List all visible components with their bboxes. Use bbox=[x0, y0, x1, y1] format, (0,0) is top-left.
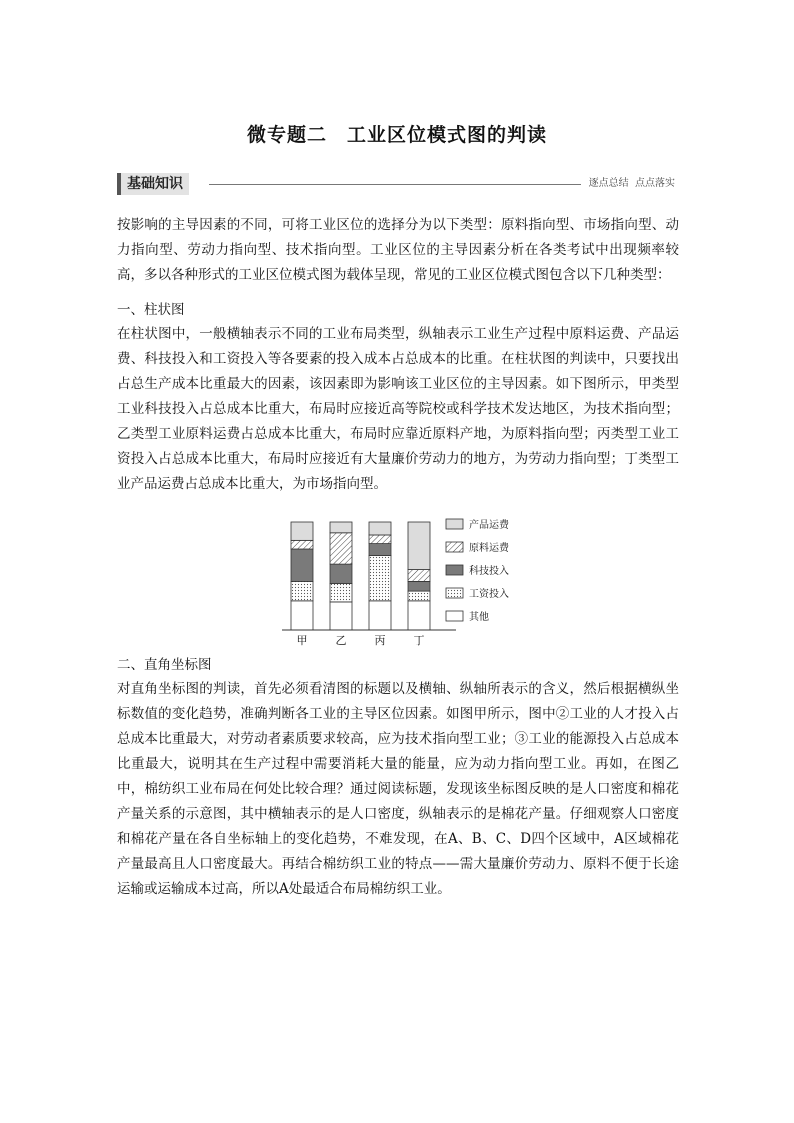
bar-segment-3-2 bbox=[408, 581, 430, 591]
bar-segment-3-0 bbox=[408, 601, 430, 630]
bar-segment-1-3 bbox=[330, 533, 352, 564]
legend-label: 原料运费 bbox=[469, 543, 509, 554]
heading-coordinate-chart: 二、直角坐标图 bbox=[117, 657, 212, 673]
bar-segment-0-1 bbox=[291, 581, 313, 600]
legend-label: 其他 bbox=[469, 612, 489, 623]
bar-chart-paragraph: 在柱状图中，一般横轴表示不同的工业布局类型，纵轴表示工业生产过程中原料运费、产品运费、科技投入和工资投入等各要素的投入成本占总成本的比重。在柱状图的判读中，只要找出占总生产成本比重最大的因素，该因素即为影响该工业区位的主导因素。如下图所示，甲类型工业科技投入占总成本比重大，布局时应接近高等院校或科学技术发达地区，为技术指向型；乙类型工业原料运费占总成本比重大，布局时应靠近原料产地，为原料指向型；丙类型工业工资投入占总成本比重大，布局时应接近有大量廉价劳动力的地方，为劳动力指向型；丁类型工业产品运费占总成本比重大，为市场指向型。 bbox=[117, 326, 679, 492]
bar-segment-0-4 bbox=[291, 522, 313, 540]
bar-segment-0-0 bbox=[291, 601, 313, 630]
bar-segment-0-2 bbox=[291, 549, 313, 581]
bar-segment-2-0 bbox=[369, 601, 391, 630]
legend-label: 工资投入 bbox=[469, 589, 509, 600]
legend-label: 产品运费 bbox=[469, 520, 509, 531]
legend-swatch bbox=[446, 542, 463, 552]
x-tick-label: 丙 bbox=[374, 634, 386, 647]
bar-segment-0-3 bbox=[291, 540, 313, 549]
x-tick-label: 丁 bbox=[413, 634, 425, 647]
intro-paragraph: 按影响的主导因素的不同，可将工业区位的选择分为以下类型：原料指向型、市场指向型、动力指向型、劳动力指向型、技术指向型。工业区位的主导因素分析在各类考试中出现频率较高，多以各种形式的工业区位模式图为载体呈现，常见的工业区位模式图包含以下几种类型： bbox=[117, 217, 679, 283]
legend-swatch bbox=[446, 611, 463, 621]
section-label: 基础知识 bbox=[117, 173, 189, 195]
legend-swatch bbox=[446, 565, 463, 575]
x-tick-label: 甲 bbox=[296, 634, 308, 647]
bar-segment-1-4 bbox=[330, 522, 352, 533]
section-divider bbox=[209, 184, 581, 185]
bar-segment-3-1 bbox=[408, 591, 430, 601]
coordinate-chart-paragraph: 对直角坐标图的判读，首先必须看清图的标题以及横轴、纵轴所表示的含义，然后根据横纵坐标数值的变化趋势，准确判断各工业的主导区位因素。如图甲所示，图中②工业的人才投入占总成本比重最大，对劳动者素质要求较高，应为技术指向型工业；③工业的能源投入占总成本比重最大，说明其在生产过程中需要消耗大量的能量，应为动力指向型工业。再如，在图乙中，棉纺织工业布局在何处比较合理？通过阅读标题，发现该坐标图反映的是人口密度和棉花产量关系的示意图，其中横轴表示的是人口密度，纵轴表示的是棉花产量。仔细观察人口密度和棉花产量在各自坐标轴上的变化趋势，不难发现，在A、B、C、D四个区域中，A区域棉花产量最高且人口密度最大。再结合棉纺织工业的特点——需大量廉价劳动力、原料不便于长途运输或运输成本过高，所以A处最适合布局棉纺织工业。 bbox=[117, 681, 679, 897]
section-subtitle: 逐点总结 点点落实 bbox=[588, 178, 675, 189]
bar-segment-2-4 bbox=[369, 522, 391, 535]
section-header bbox=[117, 173, 677, 195]
bar-segment-2-1 bbox=[369, 555, 391, 600]
bar-segment-2-3 bbox=[369, 535, 391, 544]
page-title: 微专题二 工业区位模式图的判读 bbox=[246, 124, 547, 146]
bar-segment-2-2 bbox=[369, 544, 391, 556]
bar-segment-1-0 bbox=[330, 602, 352, 630]
legend-swatch bbox=[446, 519, 463, 529]
heading-bar-chart: 一、柱状图 bbox=[117, 302, 185, 318]
legend-label: 科技投入 bbox=[469, 566, 509, 577]
x-tick-label: 乙 bbox=[335, 634, 347, 647]
bar-segment-3-3 bbox=[408, 570, 430, 582]
bar-segment-3-4 bbox=[408, 522, 430, 570]
bar-segment-1-2 bbox=[330, 564, 352, 583]
legend-swatch bbox=[446, 588, 463, 598]
stacked-bar-chart bbox=[270, 514, 550, 648]
bar-segment-1-1 bbox=[330, 584, 352, 602]
